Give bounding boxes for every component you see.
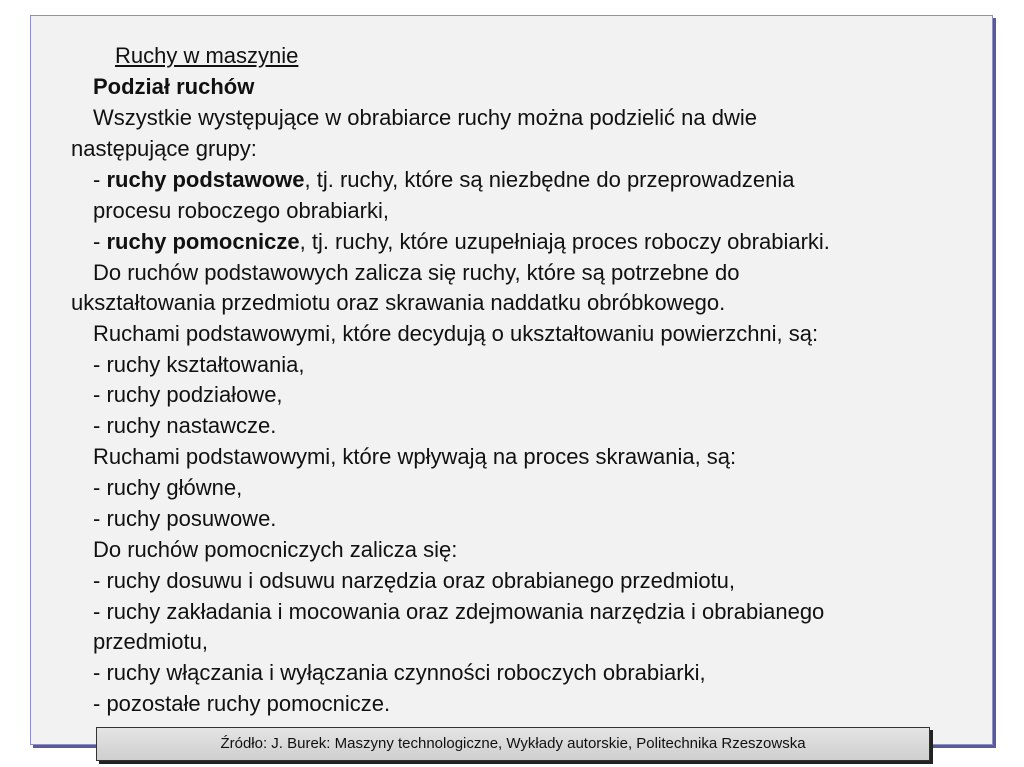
slide-content	[30, 15, 993, 745]
text-line: - pozostałe ruchy pomocnicze.	[93, 691, 391, 716]
text-line: następujące grupy:	[71, 136, 257, 161]
text-line	[93, 229, 830, 255]
source-caption: Źródło: J. Burek: Maszyny technologiczne, Wykłady autorskie, Politechnika Rzeszowska	[96, 727, 930, 761]
text-line: Do ruchów pomocniczych zalicza się:	[93, 537, 458, 562]
text-line: - ruchy zakładania i mocowania oraz zdejmowania narzędzia i obrabianego	[93, 599, 825, 624]
bold-term: ruchy podstawowe	[106, 167, 305, 192]
text-line: - ruchy podziałowe,	[93, 382, 283, 407]
text-line: przedmiotu,	[93, 629, 208, 654]
text-line: ukształtowania przedmiotu oraz skrawania naddatku obróbkowego.	[71, 290, 726, 315]
text-line	[93, 167, 794, 193]
text-line: - ruchy nastawcze.	[93, 413, 277, 438]
text-line: Ruchami podstawowymi, które wpływają na proces skrawania, są:	[93, 444, 737, 469]
bold-term: ruchy pomocnicze	[106, 229, 300, 254]
slide-title: Ruchy w maszynie	[115, 43, 299, 68]
text-line: - ruchy kształtowania,	[93, 352, 305, 377]
text-line: Wszystkie występujące w obrabiarce ruchy można podzielić na dwie	[93, 105, 757, 130]
line-prefix: -	[93, 167, 107, 192]
line-rest: , tj. ruchy, które uzupełniają proces roboczy obrabiarki.	[299, 229, 830, 254]
text-line: - ruchy posuwowe.	[93, 506, 277, 531]
text-line: Ruchami podstawowymi, które decydują o ukształtowaniu powierzchni, są:	[93, 321, 819, 346]
text-line: - ruchy główne,	[93, 475, 243, 500]
section-heading: Podział ruchów	[93, 74, 255, 99]
line-rest: , tj. ruchy, które są niezbędne do przeprowadzenia	[304, 167, 795, 192]
text-line: - ruchy włączania i wyłączania czynności roboczych obrabiarki,	[93, 660, 706, 685]
line-prefix: -	[93, 229, 107, 254]
text-line: - ruchy dosuwu i odsuwu narzędzia oraz obrabianego przedmiotu,	[93, 568, 736, 593]
text-line: Do ruchów podstawowych zalicza się ruchy, które są potrzebne do	[93, 260, 740, 285]
text-line: procesu roboczego obrabiarki,	[93, 198, 389, 223]
